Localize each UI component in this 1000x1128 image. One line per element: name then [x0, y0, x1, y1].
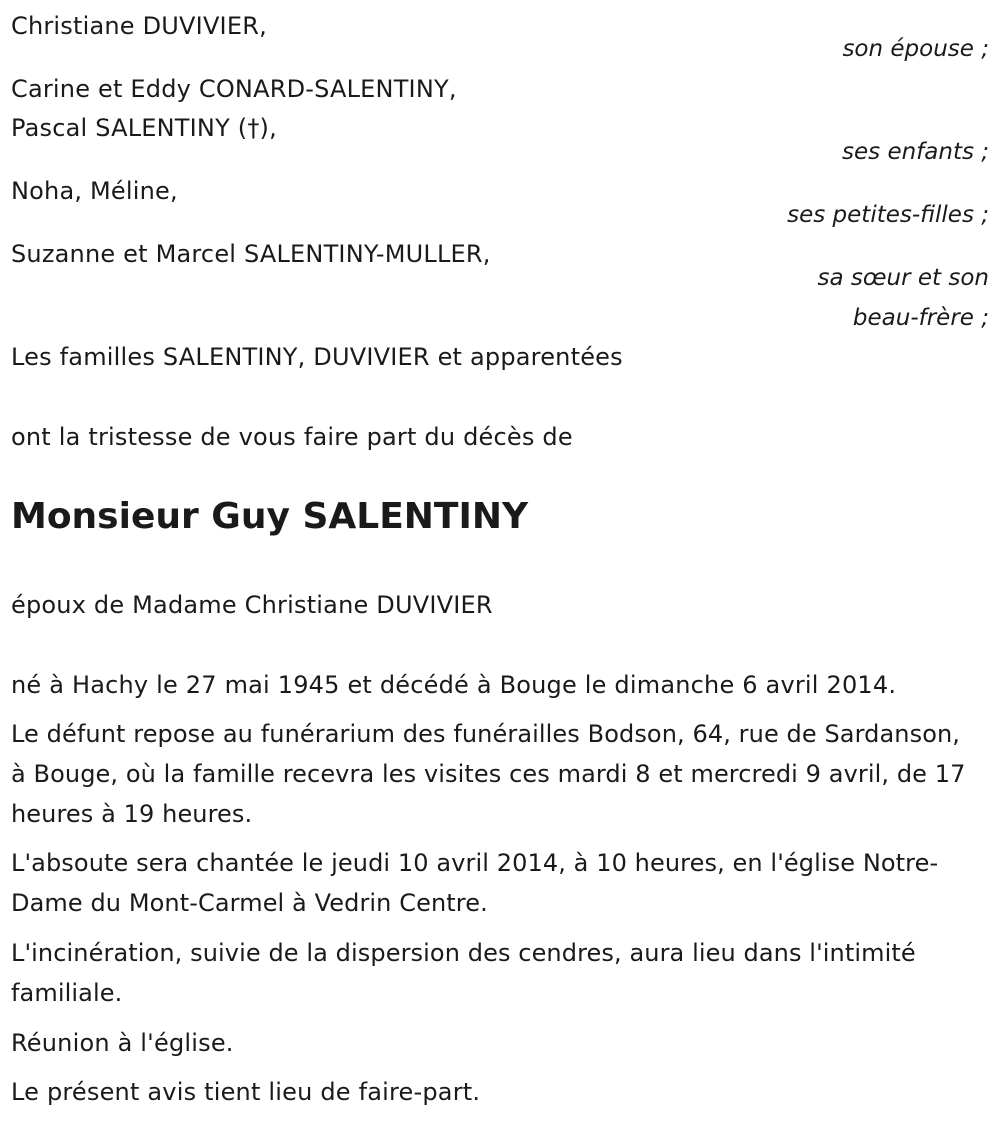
birth-death-line: né à Hachy le 27 mai 1945 et décédé à Bouge le dimanche 6 avril 2014.: [11, 671, 897, 699]
child-1-name: Carine et Eddy CONARD-SALENTINY,: [11, 75, 457, 103]
families-line: Les familles SALENTINY, DUVIVIER et apparentées: [11, 343, 623, 371]
sibling-names: Suzanne et Marcel SALENTINY-MULLER,: [11, 240, 491, 268]
service-paragraph: L'absoute sera chantée le jeudi 10 avril 2014, à 10 heures, en l'église Notre-Dame du Mont-Carmel à Vedrin Centre.: [11, 849, 939, 917]
meeting-line: Réunion à l'église.: [11, 1029, 234, 1057]
grandchildren-role: ses petites-filles ;: [787, 202, 989, 228]
sibling-role-line1: sa sœur et son: [817, 265, 989, 291]
sibling-role-line2: beau-frère ;: [852, 305, 989, 331]
cremation-paragraph: L'incinération, suivie de la dispersion des cendres, aura lieu dans l'intimité familiale.: [11, 939, 916, 1007]
deceased-name: Monsieur Guy SALENTINY: [11, 496, 529, 537]
intro-line: ont la tristesse de vous faire part du décès de: [11, 423, 573, 451]
grandchildren-names: Noha, Méline,: [11, 177, 178, 205]
children-role: ses enfants ;: [842, 139, 989, 165]
child-2-name: Pascal SALENTINY (†),: [11, 114, 277, 142]
visitation-paragraph: Le défunt repose au funérarium des funérailles Bodson, 64, rue de Sardanson, à Bouge, où la famille recevra les visites ces mardi 8 et mercredi 9 avril, de 17 heures à 19 heures.: [11, 720, 966, 828]
closing-line: Le présent avis tient lieu de faire-part.: [11, 1078, 481, 1106]
spouse-name: Christiane DUVIVIER,: [11, 12, 267, 40]
spouse-role: son épouse ;: [842, 36, 989, 62]
spouse-of-line: époux de Madame Christiane DUVIVIER: [11, 591, 493, 619]
